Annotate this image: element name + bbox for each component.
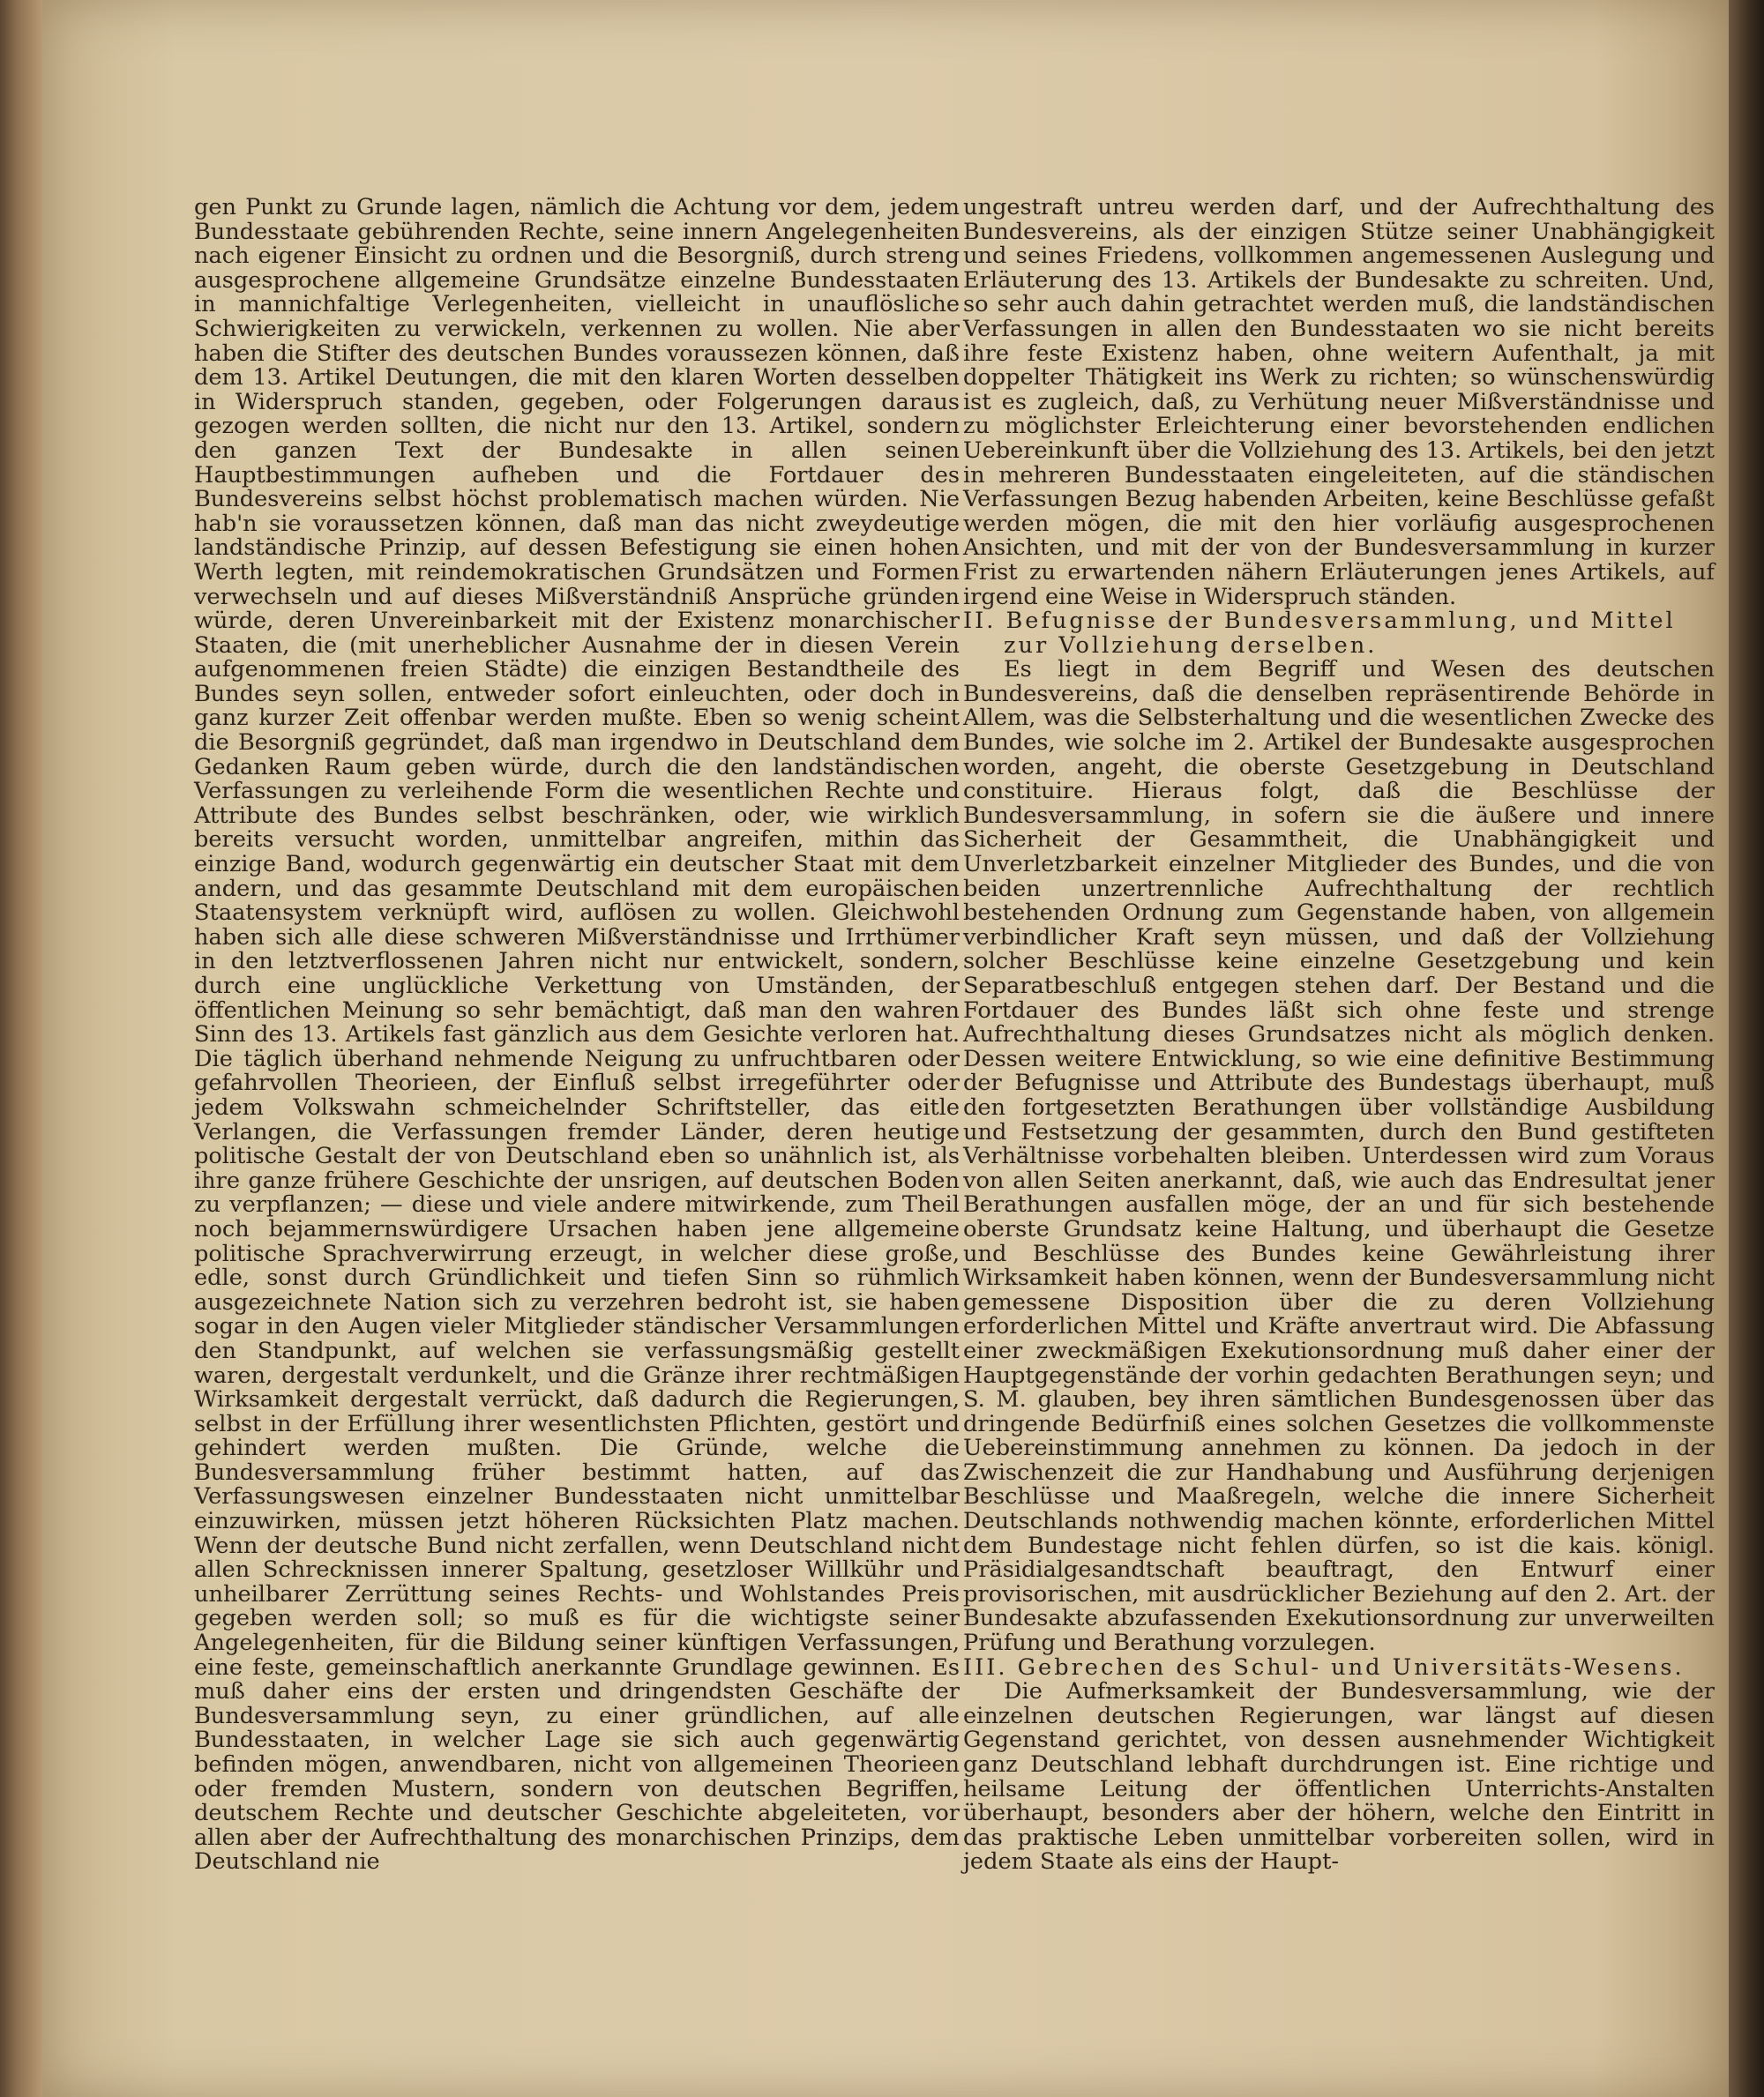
page-stack-left [0, 0, 42, 2097]
right-column [963, 196, 1715, 1875]
section-heading-2-line1: II. Befugnisse der Bundesversammlung, und Mittel [963, 608, 1676, 635]
paragraph: Es liegt in dem Begriff und Wesen des deutschen Bundesvereins, daß die denselben repräsentirende Behörde in Allem, was die Selbsterhaltung und die wesentlichen Zwecke des Bundes, wie solche im 2. Artikel der Bundesakte ausgesprochen worden, angeht, die oberste Gesetzgebung in Deutschland constituire. Hieraus folgt, daß die Beschlüsse der Bundesversammlung, in sofern sie die äußere und innere Sicherheit der Gesammtheit, die Unabhängigkeit und Unverletzbarkeit einzelner Mitglieder des Bundes, und die von beiden unzertrennliche Aufrechthaltung der rechtlich bestehenden Ordnung zum Gegenstande haben, von allgemein verbindlicher Kraft seyn müssen, und daß der Vollziehung solcher Beschlüsse keine einzelne Gesetzgebung und kein Separatbeschluß entgegen stehen darf. Der Bestand und die Fortdauer des Bundes läßt sich ohne feste und strenge Aufrechthaltung dieses Grundsatzes nicht als möglich denken. Dessen weitere Entwicklung, so wie eine definitive Bestimmung der Befugnisse und Attribute des Bundestags überhaupt, muß den fortgesetzten Berathungen über vollständige Ausbildung und Festsetzung der gesammten, durch den Bund gestifteten Verhältnisse vorbehalten bleiben. Unterdessen wird zum Voraus von allen Seiten anerkannt, daß, wie auch das Endresultat jener Berathungen ausfallen möge, der an und für sich bestehende oberste Grundsatz keine Haltung, und überhaupt die Gesetze und Beschlüsse des Bundes keine Gewährleistung ihrer Wirksamkeit haben können, wenn der Bundesversammlung nicht gemessene Disposition über die zu deren Vollziehung erforderlichen Mittel und Kräfte anvertraut wird. Die Abfassung einer zweckmäßigen Exekutionsordnung muß daher einer der Hauptgegenstände der vorhin gedachten Berathungen seyn; und S. M. glauben, bey ihren sämtlichen Bundesgenossen über das dringende Bedürfniß eines solchen Gesetzes die vollkommenste Uebereinstimmung annehmen zu können. Da jedoch in der Zwischenzeit die zur Handhabung und Ausführung derjenigen Beschlüsse und Maaßregeln, welche die innere Sicherheit Deutschlands nothwendig machen könnte, erforderlichen Mittel dem Bundestage nicht fehlen dürfen, so ist die kais. königl. Präsidialgesandtschaft beauftragt, den Entwurf einer provisorischen, mit ausdrücklicher Beziehung auf den 2. Art. der Bundesakte abzufassenden Exekutionsordnung zur unverweilten Prüfung und Berathung vorzulegen. [963, 656, 1715, 1657]
section-heading-2-line2: zur Vollziehung derselben. [1004, 631, 1378, 659]
left-column [194, 196, 960, 1875]
paragraph: gen Punkt zu Grunde lagen, nämlich die Achtung vor dem, jedem Bundesstaate gebührenden Rechte, seine innern Angelegenheiten nach eigener Einsicht zu ordnen und die Besorgniß, durch streng ausgesprochene allgemeine Grundsätze einzelne Bundesstaaten in mannichfaltige Verlegenheiten, vielleicht in unauflösliche Schwierigkeiten zu verwickeln, verkennen zu wollen. Nie aber haben die Stifter des deutschen Bundes voraussezen können, daß dem 13. Artikel Deutungen, die mit den klaren Worten desselben in Widerspruch standen, gegeben, oder Folgerungen daraus gezogen werden sollten, die nicht nur den 13. Artikel, sondern den ganzen Text der Bundesakte in allen seinen Hauptbestimmungen aufheben und die Fortdauer des Bundesvereins selbst höchst problematisch machen würden. Nie hab'n sie voraussetzen können, daß man das nicht zweydeutige landständische Prinzip, auf dessen Befestigung sie einen hohen Werth legten, mit reindemokratischen Grundsätzen und Formen verwechseln und auf dieses Mißverständniß Ansprüche gründen würde, deren Unvereinbarkeit mit der Existenz monarchischer Staaten, die (mit unerheblicher Ausnahme der in diesen Verein aufgenommenen freien Städte) die einzigen Bestandtheile des Bundes seyn sollen, entweder sofort einleuchten, oder doch in ganz kurzer Zeit offenbar werden mußte. Eben so wenig scheint die Besorgniß gegründet, daß man irgendwo in Deutschland dem Gedanken Raum geben würde, durch die den landständischen Verfassungen zu verleihende Form die wesentlichen Rechte und Attribute des Bundes selbst beschränken, oder, wie wirklich bereits versucht worden, unmittelbar angreifen, mithin das einzige Band, wodurch gegenwärtig ein deutscher Staat mit dem andern, und das gesammte Deutschland mit dem europäischen Staatensystem verknüpft wird, auflösen zu wollen. Gleichwohl haben sich alle diese schweren Mißverständnisse und Irrthümer in den letztverflossenen Jahren nicht nur entwickelt, sondern, durch eine unglückliche Verkettung von Umständen, der öffentlichen Meinung so sehr bemächtigt, daß man den wahren Sinn des 13. Artikels fast gänzlich aus dem Gesichte verloren hat. Die täglich überhand nehmende Neigung zu unfruchtbaren oder gefahrvollen Theorieen, der Einfluß selbst irregeführter oder jedem Volkswahn schmeichelnder Schriftsteller, das eitle Verlangen, die Verfassungen fremder Länder, deren heutige politische Gestalt der von Deutschland eben so unähnlich ist, als ihre ganze frühere Geschichte der unsrigen, auf deutschen Boden zu verpflanzen; — diese und viele andere mitwirkende, zum Theil noch bejammernswürdigere Ursachen haben jene allgemeine politische Sprachverwirrung erzeugt, in welcher diese große, edle, sonst durch Gründlichkeit und tiefen Sinn so rühmlich ausgezeichnete Nation sich zu verzehren bedroht ist, sie haben sogar in den Augen vieler Mitglieder ständischer Versammlungen den Standpunkt, auf welchen sie verfassungsmäßig gestellt waren, dergestalt verdunkelt, und die Gränze ihrer rechtmäßigen Wirksamkeit dergestalt verrückt, daß dadurch die Regierungen, selbst in der Erfüllung ihrer wesentlichsten Pflichten, gestört und gehindert werden mußten. Die Gründe, welche die Bundesversammlung früher bestimmt hatten, auf das Verfassungswesen einzelner Bundesstaaten nicht unmittelbar einzuwirken, müssen jetzt höheren Rücksichten Platz machen. Wenn der deutsche Bund nicht zerfallen, wenn Deutschland nicht allen Schrecknissen innerer Spaltung, gesetzloser Willkühr und unheilbarer Zerrüttung seines Rechts- und Wohlstandes Preis gegeben werden soll; so muß es für die wichtigste seiner Angelegenheiten, für die Bildung seiner künftigen Verfassungen, eine feste, gemeinschaftlich anerkannte Grundlage gewinnen. Es muß daher eins der ersten und dringendsten Geschäfte der Bundesversammlung seyn, zu einer gründlichen, auf alle Bundesstaaten, in welcher Lage sie sich auch gegenwärtig befinden mögen, anwendbaren, nicht von allgemeinen Theorieen oder fremden Mustern, sondern von deutschen Begriffen, deutschem Rechte und deutscher Geschichte abgeleiteten, vor allen aber der Aufrechthaltung des monarchischen Prinzips, dem Deutschland nie [194, 194, 960, 1876]
page-gutter-right [1729, 0, 1764, 2097]
section-heading-3: III. Gebrechen des Schul- und Universitäts-Wesens. [963, 1653, 1685, 1681]
section-heading-2 [963, 609, 1715, 658]
paragraph: Die Aufmerksamkeit der Bundesversammlung, wie der einzelnen deutschen Regierungen, war längst auf diesen Gegenstand gerichtet, von dessen ausnehmender Wichtigkeit ganz Deutschland lebhaft durchdrungen ist. Eine richtige und heilsame Leitung der öffentlichen Unterrichts-Anstalten überhaupt, besonders aber der höhern, welche den Eintritt in das praktische Leben unmittelbar vorbereiten sollen, wird in jedem Staate als eins der Haupt- [963, 1678, 1715, 1876]
paragraph: ungestraft untreu werden darf, und der Aufrechthaltung des Bundesvereins, als der einzigen Stütze seiner Unabhängigkeit und seines Friedens, vollkommen angemessenen Auslegung und Erläuterung des 13. Artikels der Bundesakte zu schreiten. Und, so sehr auch dahin getrachtet werden muß, die landständischen Verfassungen in allen den Bundesstaaten wo sie nicht bereits ihre feste Existenz haben, ohne weitern Aufenthalt, ja mit doppelter Thätigkeit ins Werk zu richten; so wünschenswürdig ist es zugleich, daß, zu Verhütung neuer Mißverständnisse und zu möglichster Erleichterung einer bevorstehenden endlichen Uebereinkunft über die Vollziehung des 13. Artikels, bei den jetzt in mehreren Bundesstaaten eingeleiteten, auf die ständischen Verfassungen Bezug habenden Arbeiten, keine Beschlüsse gefaßt werden mögen, die mit den hier vorläufig ausgesprochenen Ansichten, und mit der von der Bundesversammlung in kurzer Frist zu erwartenden nähern Erläuterungen jenes Artikels, auf irgend eine Weise in Widerspruch ständen. [963, 194, 1715, 610]
book-page [42, 0, 1729, 2097]
